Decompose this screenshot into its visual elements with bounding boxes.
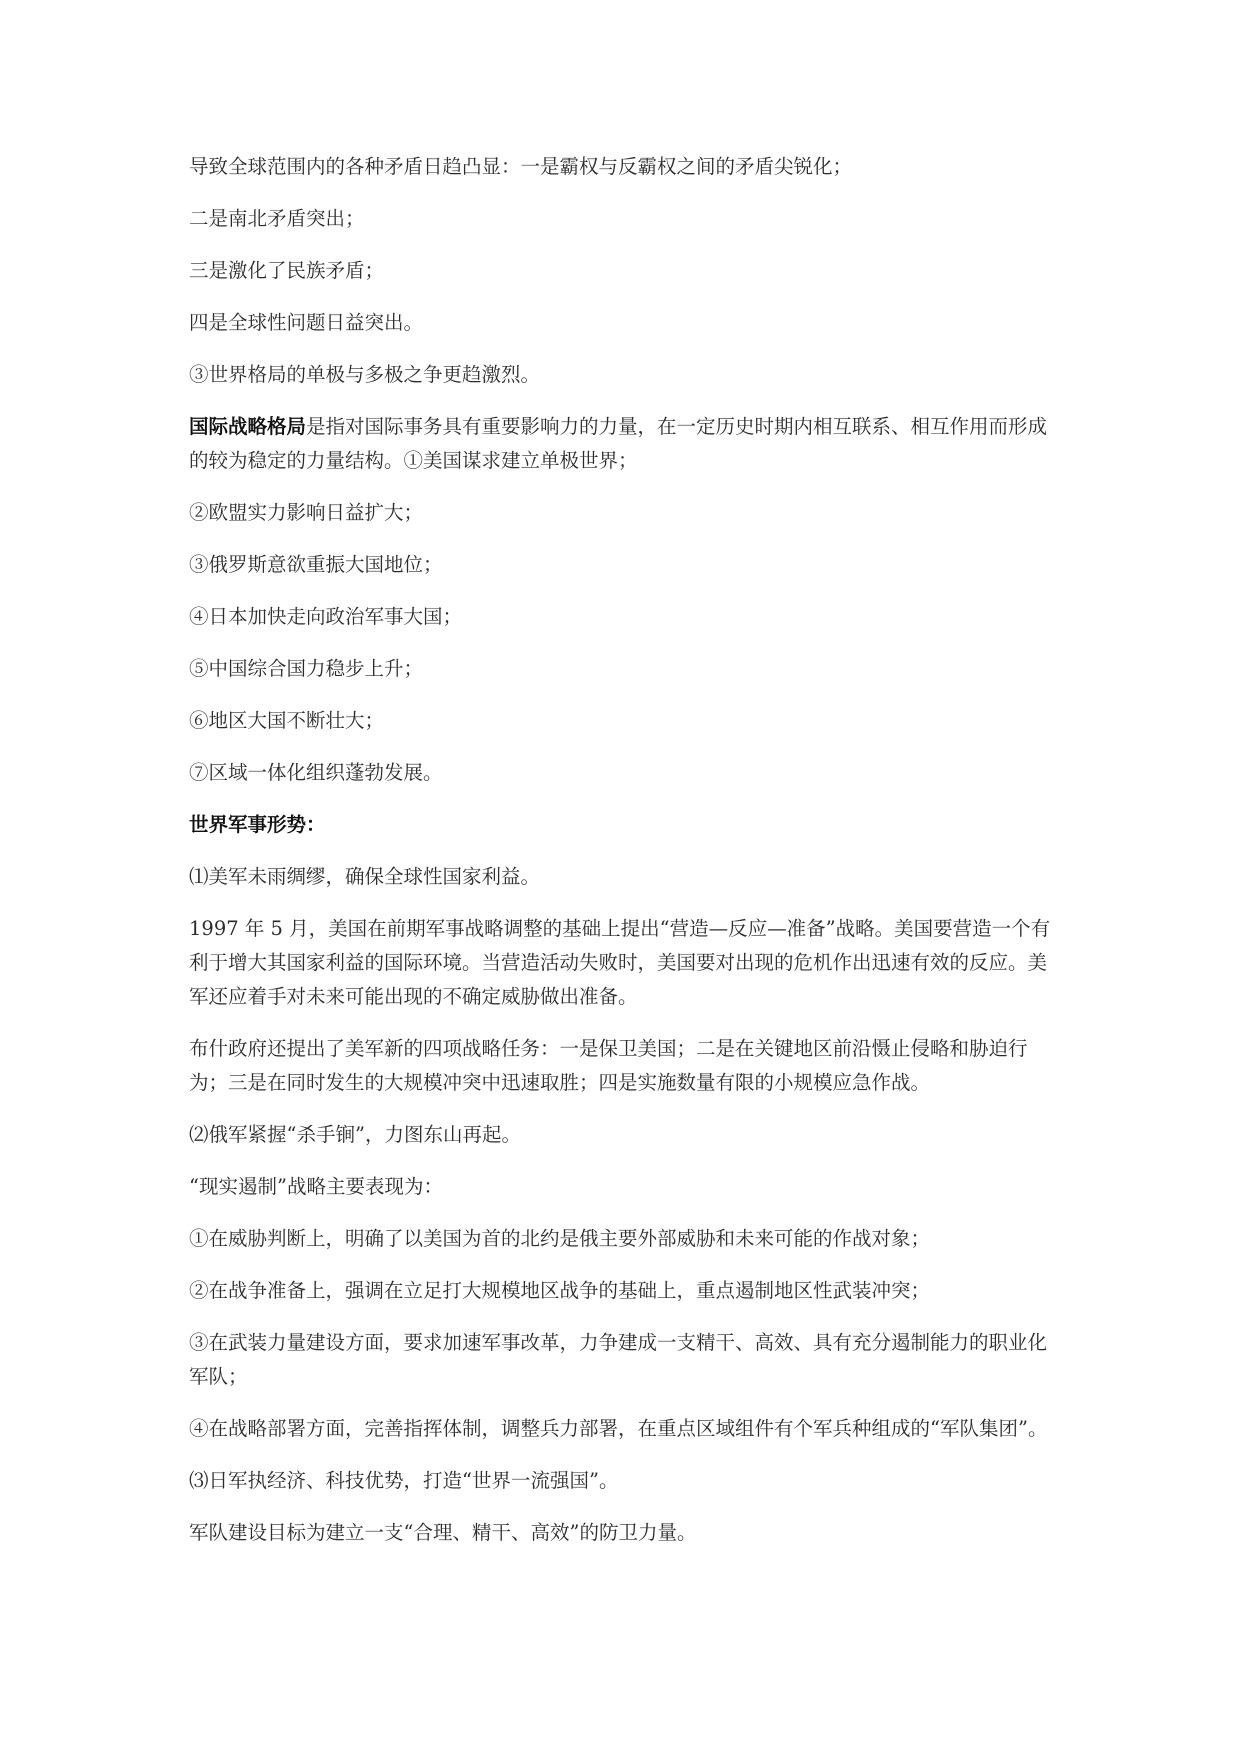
paragraph: 1997 年 5 月，美国在前期军事战略调整的基础上提出“营造—反应—准备”战略。美国要营造一个有利于增大其国家利益的国际环境。当营造活动失败时，美国要对出现的危机作出迅速有效的反应。美军还应着手对未来可能出现的不确定威胁做出准备。 <box>189 917 1051 1008</box>
paragraph: ⑶日军执经济、科技优势，打造“世界一流强国”。 <box>189 1469 619 1492</box>
paragraph: 布什政府还提出了美军新的四项战略任务：一是保卫美国；二是在关键地区前沿慑止侵略和胁迫行为；三是在同时发生的大规模冲突中迅速取胜；四是实施数量有限的小规模应急作战。 <box>189 1037 1028 1094</box>
term-definition: 是指对国际事务具有重要影响力的力量，在一定历史时期内相互联系、相互作用而形成的较为稳定的力量结构。①美国谋求建立单极世界； <box>189 415 1048 472</box>
paragraph: ②在战争准备上，强调在立足打大规模地区战争的基础上，重点遏制地区性武装冲突； <box>189 1279 931 1302</box>
paragraph: ②欧盟实力影响日益扩大； <box>189 501 424 524</box>
paragraph-definition <box>189 410 1055 478</box>
paragraph: ⑤中国综合国力稳步上升； <box>189 657 424 680</box>
paragraph: ③在武装力量建设方面，要求加速军事改革，力争建成一支精干、高效、具有充分遏制能力的职业化军队； <box>189 1331 1048 1388</box>
section-heading: 世界军事形势： <box>189 813 326 836</box>
paragraph: ⑵俄军紧握“杀手锏”，力图东山再起。 <box>189 1123 521 1146</box>
paragraph: “现实遏制”战略主要表现为： <box>189 1175 443 1198</box>
paragraph: ③俄罗斯意欲重振大国地位； <box>189 553 443 576</box>
paragraph: 二是南北矛盾突出； <box>189 207 365 230</box>
paragraph: 四是全球性问题日益突出。 <box>189 311 424 334</box>
paragraph: 军队建设目标为建立一支“合理、精干、高效”的防卫力量。 <box>189 1521 697 1544</box>
paragraph: 三是激化了民族矛盾； <box>189 259 385 282</box>
paragraph: ⑦区域一体化组织蓬勃发展。 <box>189 761 443 784</box>
term-bold: 国际战略格局 <box>189 415 307 438</box>
paragraph: ④在战略部署方面，完善指挥体制，调整兵力部署，在重点区域组件有个军兵种组成的“军队集团”。 <box>189 1417 1048 1440</box>
document-body <box>189 150 1055 1568</box>
paragraph: ④日本加快走向政治军事大国； <box>189 605 463 628</box>
paragraph: 导致全球范围内的各种矛盾日趋凸显：一是霸权与反霸权之间的矛盾尖锐化； <box>189 155 853 178</box>
paragraph: ⑥地区大国不断壮大； <box>189 709 385 732</box>
paragraph: ①在威胁判断上，明确了以美国为首的北约是俄主要外部威胁和未来可能的作战对象； <box>189 1227 931 1250</box>
paragraph: ③世界格局的单极与多极之争更趋激烈。 <box>189 363 541 386</box>
paragraph: ⑴美军未雨绸缪，确保全球性国家利益。 <box>189 865 541 888</box>
